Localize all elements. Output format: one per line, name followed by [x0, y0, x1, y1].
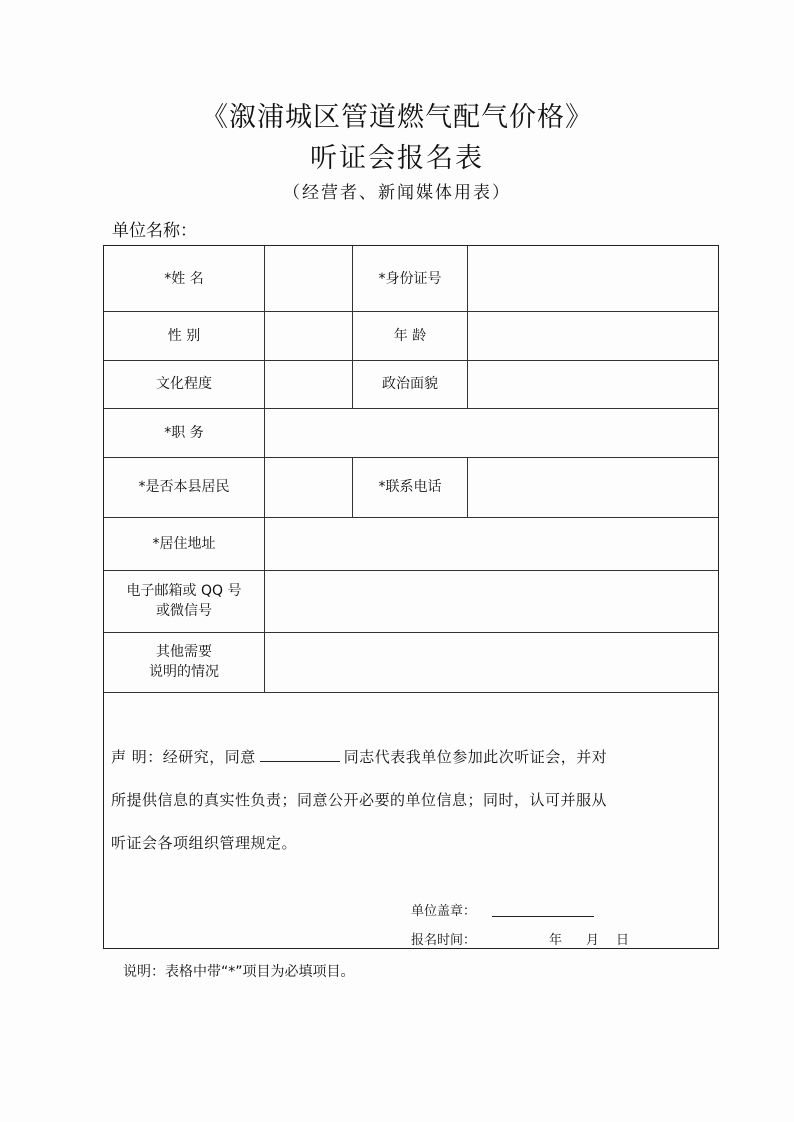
name-label: *姓 名: [164, 270, 204, 287]
other-label-line1: 其他需要: [156, 644, 212, 660]
gender-field[interactable]: [265, 312, 351, 359]
phone-label: *联系电话: [378, 479, 442, 495]
declaration-line1: [111, 746, 607, 767]
political-status-field[interactable]: [468, 361, 716, 407]
form-title-line1: 《溆浦城区管道燃气配气价格》: [201, 102, 593, 133]
form-subtitle: （经营者、新闻媒体用表）: [283, 183, 511, 203]
declaration-line2: 所提供信息的真实性负责；同意公开必要的单位信息；同时，认可并服从: [111, 791, 608, 809]
education-field[interactable]: [265, 361, 351, 407]
other-notes-label: [104, 632, 264, 692]
date-label: 报名时间：: [411, 933, 477, 948]
local-resident-field[interactable]: [265, 458, 351, 516]
declaration-line3: 听证会各项组织管理规定。: [111, 834, 298, 852]
name-field[interactable]: [265, 247, 351, 310]
id-number-label: *身份证号: [378, 270, 442, 287]
phone-field[interactable]: [468, 458, 716, 516]
day-label: 日: [616, 933, 630, 948]
form-title-line2: 听证会报名表: [310, 143, 484, 174]
unit-name-label: 单位名称：: [112, 221, 197, 241]
year-label: 年: [549, 933, 563, 948]
address-field[interactable]: [265, 518, 716, 569]
email-qq-wechat-label: [104, 570, 264, 632]
gender-label: 性 别: [167, 327, 201, 344]
education-label: 文化程度: [156, 376, 212, 392]
age-field[interactable]: [468, 312, 716, 359]
declaration-prefix: 声 明：经研究，同意: [111, 748, 256, 766]
footer-note: 说明：表格中带“*”项目为必填项目。: [123, 964, 355, 980]
email-label-line2: 或微信号: [156, 603, 212, 619]
registration-form-table: [103, 245, 719, 949]
age-label: 年 龄: [393, 327, 427, 344]
representative-name-blank[interactable]: [260, 747, 340, 762]
political-status-label: 政治面貌: [382, 376, 438, 392]
row-divider: [104, 692, 718, 693]
address-label: *居住地址: [152, 535, 216, 552]
position-label: *职 务: [164, 424, 204, 441]
other-notes-field[interactable]: [265, 633, 716, 691]
id-number-field[interactable]: [468, 247, 716, 310]
other-label-line2: 说明的情况: [149, 664, 219, 680]
email-qq-wechat-field[interactable]: [265, 571, 716, 631]
seal-label: 单位盖章：: [411, 904, 477, 919]
month-label: 月: [586, 933, 600, 948]
email-label-line1: 电子邮箱或 QQ 号: [126, 583, 242, 599]
position-field[interactable]: [265, 409, 716, 456]
declaration-suffix: 同志代表我单位参加此次听证会，并对: [343, 748, 608, 766]
seal-blank[interactable]: [492, 916, 594, 917]
local-resident-label: *是否本县居民: [138, 479, 230, 495]
